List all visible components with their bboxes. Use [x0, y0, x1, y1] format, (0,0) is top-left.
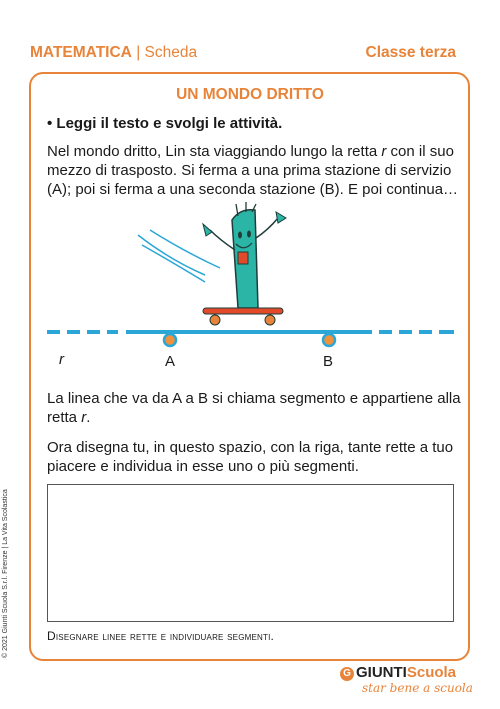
copyright-text: © 2021 Giunti Scuola S.r.l. Firenze | La Vita Scolastica	[2, 489, 9, 658]
point-b-label: B	[323, 353, 334, 370]
publisher-logo	[340, 664, 473, 695]
giunti-g-icon: G	[340, 667, 354, 681]
point-a-marker	[164, 334, 176, 346]
objective-caption: Disegnare linee rette e individuare segmenti.	[47, 629, 275, 643]
skateboard-icon	[203, 308, 283, 314]
subject-label: MATEMATICA	[30, 44, 132, 61]
logo-brand: GIUNTI	[356, 664, 407, 681]
instruction-text: • Leggi il testo e svolgi le attività.	[47, 115, 283, 132]
header-separator: |	[136, 44, 141, 61]
task-paragraph: Ora disegna tu, in questo spazio, con la riga, tante rette a tuo piacere e individua in esse uno o più segmenti.	[47, 439, 454, 475]
story-paragraph: Nel mondo dritto, Lin sta viaggiando lungo la retta r con il suo mezzo di trasposto. Si ferma a una prima stazione di servizio (A); poi si ferma a una seconda stazione (B). E poi continua…	[47, 143, 459, 198]
header-subject	[30, 44, 197, 62]
logo-brand-accent: Scuola	[406, 664, 457, 681]
segment-paragraph: La linea che va da A a B si chiama segmento e appartiene alla retta r.	[47, 390, 461, 426]
line-r-label: r	[59, 351, 64, 368]
skateboard-illustration	[0, 190, 500, 380]
logo-tagline: star bene a scuola	[362, 681, 473, 695]
grade-label: Classe terza	[365, 44, 456, 61]
drawing-area[interactable]	[47, 484, 454, 622]
point-b-marker	[323, 334, 335, 346]
point-a-label: A	[165, 353, 176, 370]
sheet-kind-label: Scheda	[144, 44, 198, 61]
worksheet-title: UN MONDO DRITTO	[176, 86, 324, 103]
